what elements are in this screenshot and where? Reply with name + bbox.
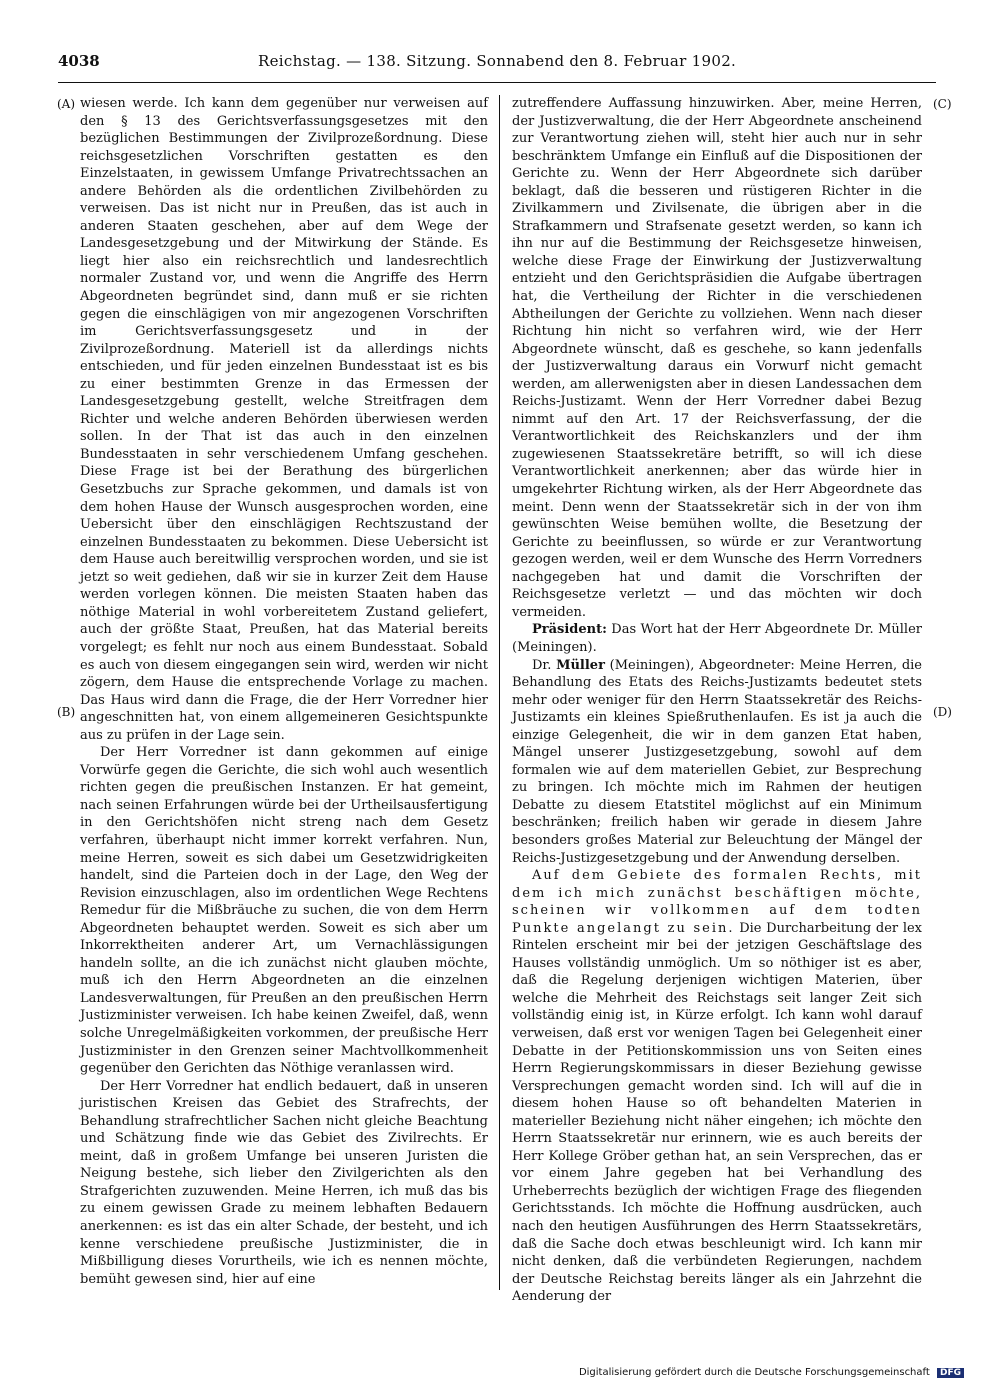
running-head: Reichstag. — 138. Sitzung. Sonnabend den 8. Februar 1902.	[258, 52, 737, 70]
paragraph-text: Die Durcharbeitung der lex Rintelen erscheint mir bei der jetzigen Geschäftslage des Hauses vollständig unmöglich. Um so nöthiger ist es aber, daß die Regelung derjenigen wichtigen Materien, über welche die Mehrheit des Reichstags seit langer Zeit sich vollständig einig ist, in Kürze erfolgt. Ich kann wohl darauf verweisen, daß erst vor wenigen Tagen bei Gelegenheit einer Debatte in der Petitionskommission uns von Seiten eines Herrn Regierungskommissars in dieser Beziehung gewisse Versprechungen gemacht worden sind. Ich will auf die in diesem hohen Hause so oft behandelten Materien in materieller Beziehung nicht näher eingehen; ich möchte den Herrn Staatssekretär nur erinnern, wie es auch bereits der Herr Kollege Gröber gethan hat, an sein Versprechen, das er vor einem Jahre gegeben hat bei Verhandlung des Urheberrechts bezüglich der wichtigen Frage des fliegenden Gerichtsstands. Ich möchte die Hoffnung ausdrücken, auch nach den heutigen Ausführungen des Herrn Staatssekretärs, daß die Sache doch etwas beschleunigt wird. Ich kann mir nicht denken, daß die verbündeten Regierungen, nachdem der Deutsche Reichstag bereits länger als ein Jahrzehnt die Aenderung der	[512, 920, 922, 1305]
speaker-name: Müller	[556, 657, 605, 673]
dfg-logo: DFG	[937, 1368, 964, 1378]
left-column	[80, 95, 488, 1290]
paragraph-text: Das Wort hat der Herr Abgeordnete Dr. Müller (Meiningen).	[512, 622, 922, 655]
paragraph	[512, 657, 922, 868]
spaced-emphasis: Auf dem Gebiete des formalen Rechts, mit dem ich mich zunächst beschäftigen möchte, scheinen wir vollkommen auf dem todten Punkte angelangt zu sein.	[512, 868, 922, 936]
paragraph: zutreffendere Auffassung hinzuwirken. Aber, meine Herren, der Justizverwaltung, die der Herr Abgeordnete anscheinend zur Verantwortung ziehen will, steht hier auch nur in sehr beschränktem Umfange ein Einfluß auf die Dispositionen der Gerichte zu. Wenn der Herr Abgeordnete sich darüber beklagt, daß die besseren und rüstigeren Richter in die Zivilkammern und Zivilsenate, die übrigen aber in die Strafkammern und Strafsenate gesetzt werden, so kann ich ihn nur auf die Bestimmung der Reichsgesetze hinweisen, welche diese Frage der Einwirkung der Justizverwaltung entzieht und den Gerichtspräsidien die Aufgabe übertragen hat, die Vertheilung der Richter in die verschiedenen Abtheilungen der Gerichte zu vollziehen. Wenn nach dieser Richtung hin nicht so verfahren wird, wie der Herr Abgeordnete wünscht, daß es geschehe, so kann jedenfalls der Justizverwaltung daraus ein Vorwurf nicht gemacht werden, am allerwenigsten aber in diesen Landessachen dem Reichs-Justizamt. Wenn der Herr Vorredner dabei Bezug nimmt auf den Art. 17 der Reichsverfassung, der die Verantwortlichkeit des Reichskanzlers und der ihm zugewiesenen Staatssekretäre betrifft, so will ich diese Verantwortlichkeit anerkennen; aber das würde hier in umgekehrter Richtung wirken, als der Herr Abgeordnete das meint. Denn wenn der Staatssekretär sich in der von ihm gewünschten Weise bemühen wollte, die Besetzung der Gerichte zu beeinflussen, so würde er zur Verantwortung gezogen werden, weil er dem Wunsche des Herrn Vorredners nachgegeben hat und damit die Vorschriften der Reichsgesetze verletzt — und das möchten wir doch vermeiden.	[512, 96, 922, 620]
column-separator	[499, 95, 500, 1290]
margin-marker-b: (B)	[57, 705, 76, 719]
footer-credit: Digitalisierung gefördert durch die Deutsche Forschungsgemeinschaft	[578, 1367, 930, 1378]
right-column	[512, 95, 922, 1305]
paragraph: Der Herr Vorredner hat endlich bedauert, daß in unseren juristischen Kreisen das Gebiet des Strafrechts, der Behandlung strafrechtlicher Sachen nicht gleiche Beachtung und Schätzung finde wie das Gebiet des Zivilrechts. Er meint, daß in großem Umfange bei unseren Juristen die Neigung bestehe, sich lieber den Zivilgerichten als den Strafgerichten zuzuwenden. Meine Herren, ich muß das bis zu einem gewissen Grade zu meinem lebhaften Bedauern anerkennen: es ist das ein alter Schade, der besteht, und ich kenne verschiedene preußische Justizminister, die in Mißbilligung dieses Vorurtheils, wie ich es nennen möchte, bemüht gewesen sind, hier auf eine	[80, 1078, 488, 1287]
paragraph-text: (Meiningen), Abgeordneter: Meine Herren, die Behandlung des Etats des Reichs-Justizamts bedeutet stets mehr oder weniger für den Herrn Staatssekretär des Reichs-Justizamts ein kleines Spießruthenlaufen. Es ist ja auch die einzige Gelegenheit, die wir in dem ganzen Etat haben, Mängel unserer Justizgesetzgebung, sowohl auf dem formalen wie auf dem materiellen Gebiet, zur Besprechung zu bringen. Ich möchte mich im Rahmen der heutigen Debatte zu diesem Etatstitel möglichst auf ein Minimum beschränken; freilich haben wir gerade in diesem Jahre besonders großes Material zur Beleuchtung der Mängel der Reichs-Justizgesetzgebung und der Anwendung derselben.	[512, 657, 922, 866]
margin-marker-d: (D)	[933, 705, 952, 719]
paragraph: Der Herr Vorredner ist dann gekommen auf einige Vorwürfe gegen die Gerichte, die sich wohl auch wesentlich richten gegen die preußischen Instanzen. Er hat gemeint, nach seinen Erfahrungen würde bei der Urtheilsausfertigung in den Gerichtshöfen nicht streng nach dem Gesetz verfahren, überhaupt nicht immer korrekt verfahren. Nun, meine Herren, soweit es sich dabei um Gesetzwidrigkeiten handelt, sind die Parteien doch in der Lage, den Weg der Revision einzuschlagen, also im ordentlichen Wege Rechtens Remedur für die Mißbräuche zu suchen, die von dem Herrn Abgeordneten behauptet werden. Soweit es sich aber um Inkorrektheiten anderer Art, um Vernachlässigungen handeln sollte, an die ich zunächst nicht glauben möchte, muß ich den Herrn Abgeordneten an die einzelnen Landesverwaltungen, für Preußen an den preußischen Herrn Justizminister verweisen. Ich habe keinen Zweifel, daß, wenn solche Unregelmäßigkeiten vorkommen, der preußische Herr Justizminister in den Grenzen seiner Machtvollkommenheit gegenüber den Gerichten das Nöthige veranlassen wird.	[80, 745, 488, 1077]
speaker-label: Präsident:	[532, 622, 607, 638]
margin-marker-a: (A)	[57, 97, 76, 111]
footer	[579, 1367, 964, 1378]
page-number: 4038	[58, 52, 100, 70]
page-header	[58, 52, 936, 72]
paragraph	[512, 621, 922, 656]
paragraph: wiesen werde. Ich kann dem gegenüber nur verweisen auf den § 13 des Gerichtsverfassungsgesetzes mit den bezüglichen Bestimmungen der Zivilprozeßordnung. Diese reichsgesetzlichen Vorschriften gestatten es den Einzelstaaten, in gewissem Umfange Privatrechtssachen an andere Behörden als die ordentlichen Zivilbehörden zu verweisen. Das ist nicht nur in Preußen, das ist auch in anderen Staaten geschehen, aber auf dem Wege der Landesgesetzgebung und der Mitwirkung der Stände. Es liegt hier also ein reichsrechtlich und landesrechtlich normaler Zustand vor, und wenn die Angriffe des Herrn Abgeordneten begründet sind, dann muß er sie richten gegen die einschlägigen von mir angezogenen Vorschriften im Gerichtsverfassungsgesetz und in der Zivilprozeßordnung. Materiell ist da allerdings nichts entschieden, und für jeden einzelnen Bundesstaat ist es bis zu einer bestimmten Grenze in das Ermessen der Landesgesetzgebung gestellt, welche Streitfragen dem Richter und welche anderen Behörden überwiesen werden sollen. In der That ist das auch in den einzelnen Bundesstaaten in sehr verschiedenem Umfang geschehen. Diese Frage ist bei der Berathung des bürgerlichen Gesetzbuchs zur Sprache gekommen, und damals ist von dem hohen Hause der Wunsch ausgesprochen worden, eine Uebersicht über den einschlägigen Rechtszustand der einzelnen Bundesstaaten zu bekommen. Diese Uebersicht ist dem Hause auch bereitwillig versprochen worden, und sie ist jetzt so weit gediehen, daß wir sie in kurzer Zeit dem Hause werden vorlegen können. Die meisten Staaten haben das nöthige Material in wohl vorbereitetem Zustand geliefert, auch der größte Staat, Preußen, hat das Material bereits vorgelegt; es fehlt nur noch aus einem Bundesstaat. Sobald es auch von diesem eingegangen sein wird, werden wir nicht zögern, dem Hause die entsprechende Vorlage zu machen. Das Haus wird dann die Frage, die der Herr Vorredner hier angeschnitten hat, von einem allgemeineren Gesichtspunkte aus zu prüfen in der Lage sein.	[80, 96, 488, 743]
speaker-title: Dr.	[532, 657, 552, 673]
margin-marker-c: (C)	[933, 97, 952, 111]
paragraph	[512, 867, 922, 1306]
header-rule	[58, 82, 936, 83]
